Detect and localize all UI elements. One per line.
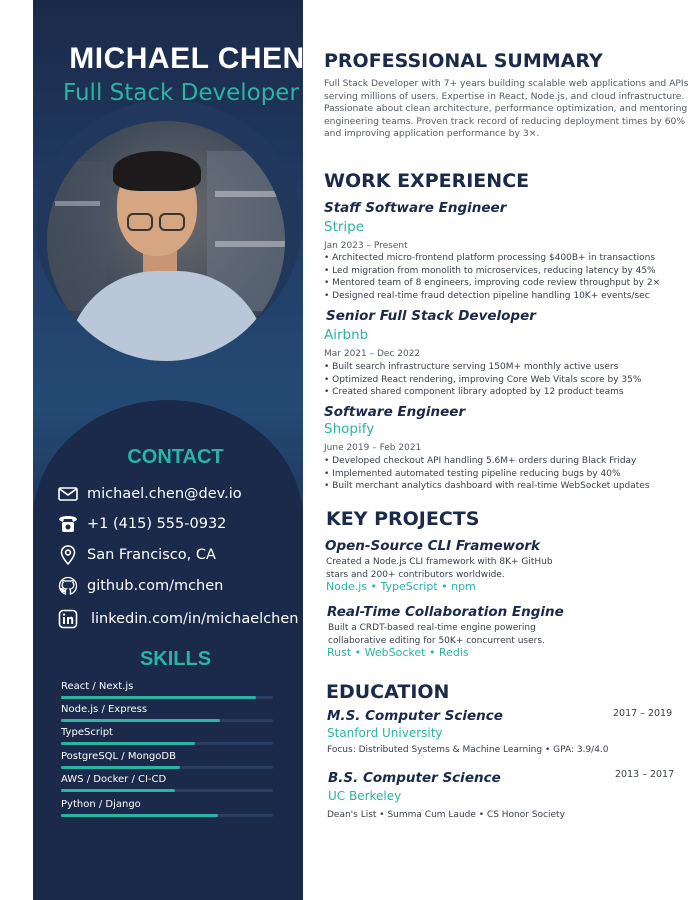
skill-bar-track [61, 789, 273, 792]
experience-heading: WORK EXPERIENCE [324, 170, 530, 192]
skill-item [61, 799, 273, 817]
photo-glasses-right [159, 213, 185, 231]
summary-heading: PROFESSIONAL SUMMARY [324, 50, 603, 72]
skill-bar-fill [61, 742, 195, 745]
photo-shelf-board [215, 241, 285, 247]
contact-email-text: michael.chen@dev.io [87, 486, 242, 502]
skill-label: Node.js / Express [61, 704, 148, 715]
skill-bar-track [61, 719, 273, 722]
job-bullet: • Mentored team of 8 engineers, improving code review throughput by 2× [324, 278, 661, 288]
skill-item [61, 751, 273, 769]
photo-shelf-board [55, 201, 100, 206]
skills-heading: SKILLS [139, 648, 212, 670]
phone-icon [57, 513, 79, 535]
project-description: Created a Node.js CLI framework with 8K+ GitHub stars and 200+ contributors worldwide. [326, 557, 553, 580]
education-years: 2013 – 2017 [615, 769, 675, 780]
project-tags: Node.js • TypeScript • npm [326, 580, 476, 593]
skill-item [61, 704, 273, 722]
contact-phone-text: +1 (415) 555-0932 [87, 516, 227, 532]
skill-bar-track [61, 742, 273, 745]
job-company: Stripe [324, 219, 365, 235]
contact-github[interactable] [57, 574, 223, 598]
summary-text: Full Stack Developer with 7+ years building scalable web applications and APIs serving millions of users. Expertise in React, Node.js, and cloud infrastructure. Passionate about clean architecture, performance optimization, and mentoring engineering teams. Proven track record of reducing deployment times by 60% and improving application performance by 3×. [324, 78, 689, 140]
job-bullet: • Created shared component library adopted by 12 product teams [324, 387, 624, 397]
skill-item [61, 774, 273, 792]
job-dates: Jan 2023 – Present [324, 241, 408, 251]
photo-shelf-left [47, 161, 107, 311]
education-degree: B.S. Computer Science [328, 770, 501, 786]
project-description: Built a CRDT-based real-time engine powering collaborative editing for 50K+ concurrent users. [328, 623, 545, 646]
github-icon [57, 575, 79, 597]
contact-phone[interactable] [57, 512, 226, 536]
contact-email[interactable] [57, 482, 242, 506]
job-company: Airbnb [324, 327, 369, 343]
photo-shelf-board [215, 191, 285, 197]
candidate-name: MICHAEL CHEN [69, 42, 305, 75]
photo-glasses-left [127, 213, 153, 231]
job-bullet: • Optimized React rendering, improving Core Web Vitals score by 35% [324, 374, 642, 385]
project-title: Real-Time Collaboration Engine [327, 604, 564, 620]
job-title: Software Engineer [324, 404, 466, 420]
job-bullet: • Built search infrastructure serving 150M+ monthly active users [324, 362, 619, 372]
skill-item [61, 681, 273, 699]
job-title: Staff Software Engineer [324, 200, 507, 216]
contact-location [57, 543, 216, 567]
location-pin-icon [57, 544, 79, 566]
job-bullet: • Implemented automated testing pipeline reducing bugs by 40% [324, 468, 621, 479]
skill-label: Python / Django [61, 799, 141, 810]
photo-person-hair [113, 151, 201, 191]
education-note: Focus: Distributed Systems & Machine Learning • GPA: 3.9/4.0 [327, 745, 609, 755]
skill-label: TypeScript [61, 727, 113, 738]
mail-icon [57, 483, 79, 505]
projects-heading: KEY PROJECTS [326, 508, 480, 530]
job-title: Senior Full Stack Developer [326, 308, 536, 324]
skill-label: React / Next.js [61, 681, 134, 692]
education-degree: M.S. Computer Science [327, 708, 503, 724]
education-note: Dean's List • Summa Cum Laude • CS Honor Society [327, 810, 565, 820]
contact-location-text: San Francisco, CA [87, 547, 216, 563]
job-bullet: • Led migration from monolith to microservices, reducing latency by 45% [324, 265, 656, 276]
skill-bar-fill [61, 814, 218, 817]
skill-bar-fill [61, 696, 256, 699]
education-heading: EDUCATION [326, 681, 450, 703]
skill-label: PostgreSQL / MongoDB [61, 751, 176, 762]
skill-label: AWS / Docker / CI-CD [61, 774, 167, 785]
job-bullet: • Developed checkout API handling 5.6M+ orders during Black Friday [324, 456, 637, 466]
job-company: Shopify [324, 421, 375, 437]
education-school: UC Berkeley [328, 789, 402, 803]
project-title: Open-Source CLI Framework [325, 538, 540, 554]
job-dates: Mar 2021 – Dec 2022 [324, 349, 421, 359]
skill-item [61, 727, 273, 745]
skill-bar-fill [61, 766, 180, 769]
job-bullets [324, 361, 641, 399]
profile-photo [47, 121, 285, 361]
job-dates: June 2019 – Feb 2021 [324, 443, 422, 453]
candidate-role: Full Stack Developer [63, 80, 299, 106]
skill-bar-track [61, 814, 273, 817]
contact-linkedin-text: linkedin.com/in/michaelchen [91, 611, 299, 627]
job-bullets [324, 455, 650, 493]
skill-bar-track [61, 696, 273, 699]
skill-bar-track [61, 766, 273, 769]
job-bullets [324, 252, 660, 302]
contact-github-text: github.com/mchen [87, 578, 224, 594]
linkedin-icon [57, 608, 79, 630]
education-years: 2017 – 2019 [613, 708, 673, 719]
contact-heading: CONTACT [127, 446, 224, 468]
job-bullet: • Designed real-time fraud detection pipeline handling 10K+ events/sec [324, 290, 650, 301]
education-school: Stanford University [327, 726, 443, 740]
job-bullet: • Built merchant analytics dashboard with real-time WebSocket updates [324, 481, 650, 491]
project-tags: Rust • WebSocket • Redis [327, 646, 469, 659]
job-bullet: • Architected micro-frontend platform processing $400B+ in transactions [324, 253, 656, 263]
contact-linkedin[interactable] [57, 607, 298, 631]
skill-bar-fill [61, 719, 220, 722]
skill-bar-fill [61, 789, 175, 792]
